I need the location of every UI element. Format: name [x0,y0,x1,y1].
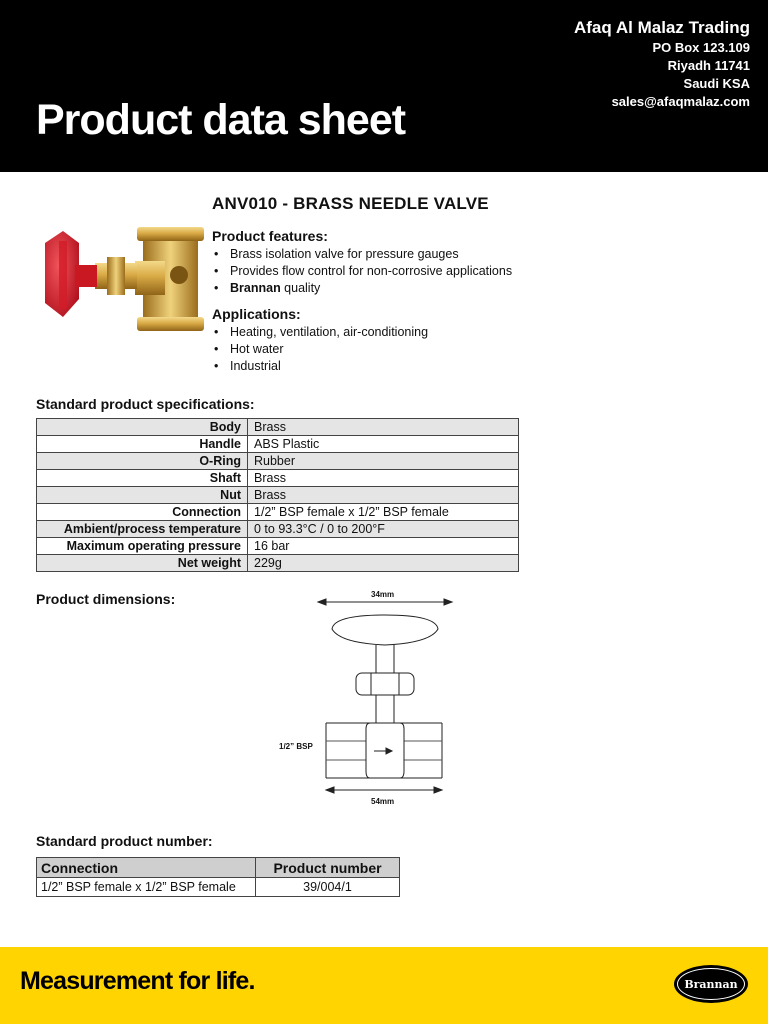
company-city: Riyadh 11741 [667,58,750,73]
tagline: Measurement for life. [20,967,255,995]
applications-list [212,324,428,375]
product-number-table [36,857,400,897]
valve-product-image [35,213,205,333]
dimension-bottom-label: 54mm [371,797,395,806]
column-header: Connection [37,858,256,878]
list-item: • Hot water [212,341,428,358]
table-row: Ambient/process temperature 0 to 93.3°C / 0 to 200°F [37,521,519,538]
dimension-drawing [270,585,470,815]
product-title: ANV010 - BRASS NEEDLE VALVE [212,194,489,213]
list-item: • Brass isolation valve for pressure gauges [212,246,512,263]
table-header-row [37,858,400,878]
company-email[interactable]: sales@afaqmalaz.com [611,94,750,109]
product-number-heading: Standard product number: [36,833,213,849]
list-item: • Heating, ventilation, air-conditioning [212,324,428,341]
table-row: Nut Brass [37,487,519,504]
table-row: 1/2” BSP female x 1/2” BSP female 39/004/1 [37,878,400,897]
table-row: Handle ABS Plastic [37,436,519,453]
list-item: • Industrial [212,358,428,375]
applications-heading: Applications: [212,306,301,322]
brannan-logo: Brannan [674,965,748,1003]
table-row: O-Ring Rubber [37,453,519,470]
page-title: Product data sheet [36,96,406,144]
footer-band [0,947,768,1024]
table-row: Connection 1/2” BSP female x 1/2” BSP female [37,504,519,521]
table-row: Net weight 229g [37,555,519,572]
company-po-box: PO Box 123.109 [652,40,750,55]
table-row: Maximum operating pressure 16 bar [37,538,519,555]
header-band [0,0,768,172]
table-row: Shaft Brass [37,470,519,487]
company-name: Afaq Al Malaz Trading [573,18,750,37]
company-country: Saudi KSA [683,76,750,91]
table-row: Body Brass [37,419,519,436]
dimension-top-label: 34mm [371,590,395,599]
column-header: Product number [256,858,400,878]
specifications-heading: Standard product specifications: [36,396,255,412]
dimension-port-label: 1/2” BSP [279,742,313,751]
features-list [212,246,512,297]
features-heading: Product features: [212,228,328,244]
list-item: • Brannan quality [212,280,512,297]
dimensions-heading: Product dimensions: [36,591,176,607]
specifications-table [36,418,519,572]
list-item: • Provides flow control for non-corrosive applications [212,263,512,280]
company-address [574,17,750,111]
